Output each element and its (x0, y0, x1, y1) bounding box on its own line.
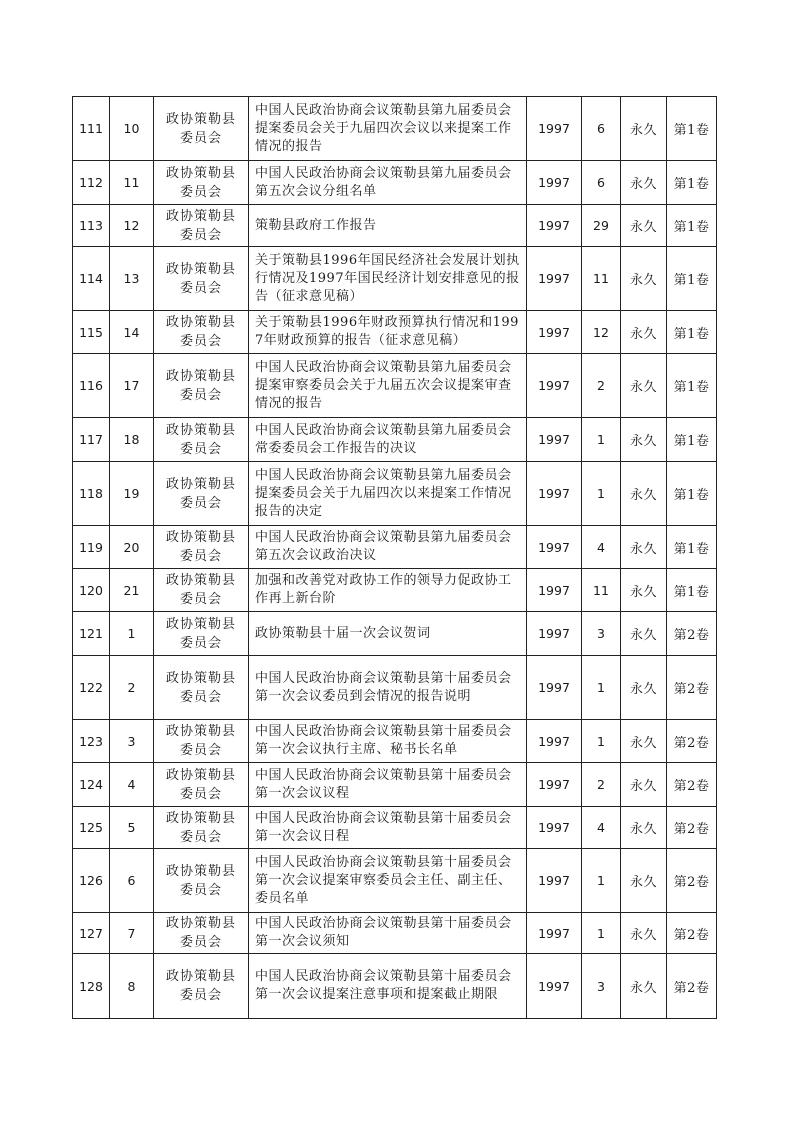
cell-unit (154, 311, 249, 354)
cell-sequence: 127 (73, 913, 110, 954)
cell-sequence: 116 (73, 354, 110, 418)
cell-sequence: 128 (73, 954, 110, 1019)
cell-year: 1997 (527, 569, 582, 612)
cell-volume: 第1卷 (667, 526, 717, 569)
cell-retention-term: 永久 (621, 954, 667, 1019)
cell-volume: 第1卷 (667, 311, 717, 354)
cell-sequence: 122 (73, 656, 110, 720)
unit-line-2: 委员会 (179, 988, 222, 1003)
cell-retention-term: 永久 (621, 354, 667, 418)
cell-pages: 3 (582, 612, 621, 656)
cell-year: 1997 (527, 247, 582, 311)
unit-line-1: 政协策勒县 (165, 767, 236, 783)
unit-line-1: 政协策勒县 (165, 916, 236, 931)
cell-title: 中国人民政治协商会议策勒县第九届委员会常委委员会工作报告的决议 (249, 418, 527, 462)
table-row (73, 311, 717, 354)
catalog-table (72, 96, 717, 1019)
cell-year: 1997 (527, 354, 582, 418)
cell-unit (154, 807, 249, 849)
cell-year: 1997 (527, 656, 582, 720)
cell-year: 1997 (527, 720, 582, 763)
cell-unit (154, 354, 249, 418)
cell-title: 中国人民政治协商会议策勒县第十届委员会第一次会议执行主席、秘书长名单 (249, 720, 527, 763)
cell-retention-term: 永久 (621, 720, 667, 763)
cell-retention-term: 永久 (621, 849, 667, 913)
cell-title: 中国人民政治协商会议策勒县第十届委员会第一次会议提案注意事项和提案截止期限 (249, 954, 527, 1019)
cell-unit (154, 849, 249, 913)
cell-retention-term: 永久 (621, 807, 667, 849)
cell-title: 中国人民政治协商会议策勒县第九届委员会提案委员会关于九届四次以来提案工作情况报告的决定 (249, 462, 527, 526)
cell-title: 中国人民政治协商会议策勒县第九届委员会提案审察委员会关于九届五次会议提案审查情况的报告 (249, 354, 527, 418)
unit-line-2: 委员会 (179, 495, 222, 511)
table-row (73, 913, 717, 954)
cell-year: 1997 (527, 462, 582, 526)
cell-pages: 4 (582, 807, 621, 849)
cell-volume: 第2卷 (667, 849, 717, 913)
catalog-body (73, 97, 717, 1019)
cell-unit (154, 205, 249, 247)
cell-volume: 第2卷 (667, 656, 717, 720)
cell-pages: 1 (582, 462, 621, 526)
cell-retention-term: 永久 (621, 612, 667, 656)
cell-retention-term: 永久 (621, 462, 667, 526)
cell-sequence: 124 (73, 763, 110, 807)
cell-sequence: 123 (73, 720, 110, 763)
cell-year: 1997 (527, 807, 582, 849)
cell-year: 1997 (527, 849, 582, 913)
unit-line-1: 政协策勒县 (165, 724, 236, 739)
cell-item-number: 11 (110, 161, 154, 205)
cell-volume: 第1卷 (667, 569, 717, 612)
cell-year: 1997 (527, 97, 582, 161)
cell-year: 1997 (527, 954, 582, 1019)
cell-pages: 1 (582, 913, 621, 954)
cell-item-number: 4 (110, 763, 154, 807)
cell-volume: 第2卷 (667, 913, 717, 954)
cell-title: 策勒县政府工作报告 (249, 205, 527, 247)
cell-retention-term: 永久 (621, 763, 667, 807)
cell-sequence: 112 (73, 161, 110, 205)
table-row (73, 569, 717, 612)
cell-item-number: 14 (110, 311, 154, 354)
cell-volume: 第1卷 (667, 418, 717, 462)
cell-retention-term: 永久 (621, 97, 667, 161)
cell-year: 1997 (527, 913, 582, 954)
table-row (73, 205, 717, 247)
table-row (73, 656, 717, 720)
cell-title: 关于策勒县1996年财政预算执行情况和1997年财政预算的报告（征求意见稿） (249, 311, 527, 354)
unit-line-1: 政协策勒县 (165, 573, 236, 588)
cell-item-number: 20 (110, 526, 154, 569)
cell-sequence: 111 (73, 97, 110, 161)
cell-title: 中国人民政治协商会议策勒县第十届委员会第一次会议须知 (249, 913, 527, 954)
unit-line-1: 政协策勒县 (165, 165, 236, 181)
cell-unit (154, 913, 249, 954)
unit-line-1: 政协策勒县 (165, 261, 236, 277)
cell-retention-term: 永久 (621, 161, 667, 205)
cell-pages: 1 (582, 720, 621, 763)
unit-line-2: 委员会 (179, 130, 222, 146)
cell-item-number: 3 (110, 720, 154, 763)
unit-line-1: 政协策勒县 (165, 810, 236, 826)
table-row (73, 954, 717, 1019)
cell-retention-term: 永久 (621, 526, 667, 569)
cell-sequence: 121 (73, 612, 110, 656)
cell-unit (154, 161, 249, 205)
table-row (73, 849, 717, 913)
cell-volume: 第1卷 (667, 247, 717, 311)
unit-line-1: 政协策勒县 (165, 208, 236, 224)
cell-pages: 6 (582, 161, 621, 205)
unit-line-2: 委员会 (179, 280, 222, 296)
table-row (73, 763, 717, 807)
table-row (73, 354, 717, 418)
cell-unit (154, 763, 249, 807)
cell-pages: 2 (582, 354, 621, 418)
cell-unit (154, 97, 249, 161)
cell-retention-term: 永久 (621, 656, 667, 720)
cell-unit (154, 462, 249, 526)
cell-unit (154, 418, 249, 462)
cell-item-number: 19 (110, 462, 154, 526)
cell-item-number: 21 (110, 569, 154, 612)
unit-line-2: 委员会 (179, 441, 222, 457)
cell-sequence: 125 (73, 807, 110, 849)
cell-item-number: 6 (110, 849, 154, 913)
cell-title: 中国人民政治协商会议策勒县第十届委员会第一次会议委员到会情况的报告说明 (249, 656, 527, 720)
table-row (73, 161, 717, 205)
cell-sequence: 120 (73, 569, 110, 612)
cell-title: 关于策勒县1996年国民经济社会发展计划执行情况及1997年国民经济计划安排意见的报告（征求意见稿） (249, 247, 527, 311)
cell-volume: 第2卷 (667, 807, 717, 849)
table-row (73, 526, 717, 569)
cell-item-number: 7 (110, 913, 154, 954)
cell-sequence: 119 (73, 526, 110, 569)
unit-line-2: 委员会 (179, 786, 222, 802)
unit-line-2: 委员会 (179, 635, 222, 651)
cell-pages: 2 (582, 763, 621, 807)
cell-pages: 6 (582, 97, 621, 161)
cell-unit (154, 720, 249, 763)
unit-line-1: 政协策勒县 (165, 670, 236, 686)
cell-pages: 1 (582, 418, 621, 462)
cell-volume: 第1卷 (667, 354, 717, 418)
cell-year: 1997 (527, 161, 582, 205)
cell-unit (154, 569, 249, 612)
cell-unit (154, 612, 249, 656)
cell-sequence: 118 (73, 462, 110, 526)
table-row (73, 462, 717, 526)
unit-line-2: 委员会 (179, 743, 222, 758)
cell-item-number: 8 (110, 954, 154, 1019)
cell-volume: 第2卷 (667, 763, 717, 807)
cell-unit (154, 526, 249, 569)
cell-sequence: 117 (73, 418, 110, 462)
cell-pages: 1 (582, 656, 621, 720)
cell-year: 1997 (527, 612, 582, 656)
table-row (73, 97, 717, 161)
cell-volume: 第1卷 (667, 97, 717, 161)
unit-line-2: 委员会 (179, 184, 222, 200)
cell-retention-term: 永久 (621, 311, 667, 354)
cell-item-number: 18 (110, 418, 154, 462)
unit-line-1: 政协策勒县 (165, 111, 236, 127)
cell-item-number: 10 (110, 97, 154, 161)
cell-item-number: 2 (110, 656, 154, 720)
cell-pages: 29 (582, 205, 621, 247)
cell-item-number: 1 (110, 612, 154, 656)
cell-title: 中国人民政治协商会议策勒县第十届委员会第一次会议提案审察委员会主任、副主任、委员名单 (249, 849, 527, 913)
cell-sequence: 113 (73, 205, 110, 247)
cell-pages: 3 (582, 954, 621, 1019)
cell-volume: 第1卷 (667, 161, 717, 205)
cell-title: 中国人民政治协商会议策勒县第十届委员会第一次会议日程 (249, 807, 527, 849)
cell-item-number: 13 (110, 247, 154, 311)
cell-year: 1997 (527, 763, 582, 807)
cell-title: 中国人民政治协商会议策勒县第九届委员会提案委员会关于九届四次会议以来提案工作情况的报告 (249, 97, 527, 161)
unit-line-2: 委员会 (179, 689, 222, 705)
cell-retention-term: 永久 (621, 418, 667, 462)
cell-volume: 第2卷 (667, 720, 717, 763)
unit-line-2: 委员会 (179, 592, 222, 607)
cell-pages: 12 (582, 311, 621, 354)
unit-line-2: 委员会 (179, 882, 222, 898)
cell-title: 中国人民政治协商会议策勒县第九届委员会第五次会议分组名单 (249, 161, 527, 205)
table-row (73, 612, 717, 656)
cell-unit (154, 656, 249, 720)
table-row (73, 418, 717, 462)
cell-volume: 第1卷 (667, 205, 717, 247)
cell-title: 政协策勒县十届一次会议贺词 (249, 612, 527, 656)
cell-title: 中国人民政治协商会议策勒县第九届委员会第五次会议政治决议 (249, 526, 527, 569)
cell-item-number: 5 (110, 807, 154, 849)
cell-retention-term: 永久 (621, 205, 667, 247)
cell-title: 中国人民政治协商会议策勒县第十届委员会第一次会议议程 (249, 763, 527, 807)
table-row (73, 720, 717, 763)
cell-unit (154, 247, 249, 311)
cell-sequence: 126 (73, 849, 110, 913)
unit-line-2: 委员会 (179, 387, 222, 403)
cell-pages: 11 (582, 247, 621, 311)
unit-line-1: 政协策勒县 (165, 476, 236, 492)
cell-retention-term: 永久 (621, 247, 667, 311)
unit-line-1: 政协策勒县 (165, 969, 236, 984)
unit-line-1: 政协策勒县 (165, 422, 236, 438)
unit-line-2: 委员会 (179, 829, 222, 845)
cell-volume: 第2卷 (667, 612, 717, 656)
cell-sequence: 115 (73, 311, 110, 354)
table-row (73, 247, 717, 311)
unit-line-1: 政协策勒县 (165, 863, 236, 879)
cell-volume: 第1卷 (667, 462, 717, 526)
unit-line-1: 政协策勒县 (165, 315, 236, 330)
unit-line-2: 委员会 (179, 334, 222, 349)
cell-year: 1997 (527, 418, 582, 462)
cell-pages: 11 (582, 569, 621, 612)
unit-line-2: 委员会 (179, 935, 222, 950)
cell-retention-term: 永久 (621, 569, 667, 612)
cell-unit (154, 954, 249, 1019)
cell-item-number: 17 (110, 354, 154, 418)
cell-pages: 1 (582, 849, 621, 913)
cell-volume: 第2卷 (667, 954, 717, 1019)
cell-year: 1997 (527, 205, 582, 247)
cell-sequence: 114 (73, 247, 110, 311)
unit-line-2: 委员会 (179, 549, 222, 564)
unit-line-1: 政协策勒县 (165, 530, 236, 545)
cell-year: 1997 (527, 526, 582, 569)
cell-item-number: 12 (110, 205, 154, 247)
unit-line-1: 政协策勒县 (165, 616, 236, 632)
table-row (73, 807, 717, 849)
unit-line-2: 委员会 (179, 227, 222, 243)
cell-pages: 4 (582, 526, 621, 569)
unit-line-1: 政协策勒县 (165, 368, 236, 384)
cell-retention-term: 永久 (621, 913, 667, 954)
cell-year: 1997 (527, 311, 582, 354)
cell-title: 加强和改善党对政协工作的领导力促政协工作再上新台阶 (249, 569, 527, 612)
